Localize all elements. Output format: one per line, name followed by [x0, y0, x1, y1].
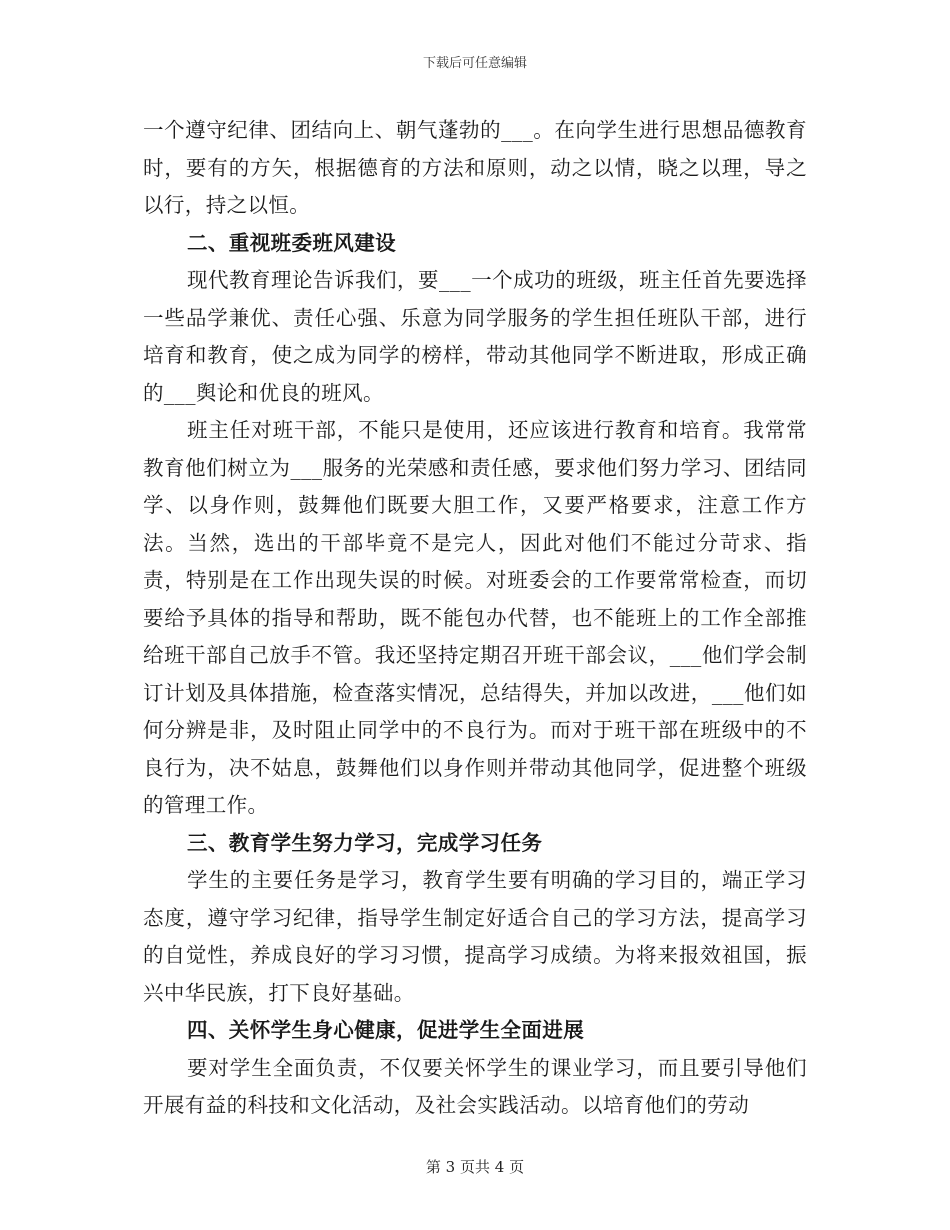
section-heading-4: 四、关怀学生身心健康，促进学生全面进展 — [187, 1018, 585, 1042]
section-heading-3: 三、教育学生努力学习，完成学习任务 — [187, 830, 543, 855]
page-footer: 第 3 页共 4 页 — [425, 1158, 525, 1176]
document-body — [143, 112, 807, 1125]
paragraph-health: 要对学生全面负责，不仅要关怀学生的课业学习，而且要引导他们开展有益的科技和文化活动，及社会实践活动。以培育他们的劳动 — [143, 1055, 807, 1117]
paragraph-cadre-training: 班主任对班干部，不能只是使用，还应该进行教育和培育。我常常教育他们树立为___服务的光荣感和责任感，要求他们努力学习、团结同学、以身作则，鼓舞他们既要大胆工作，又要严格要求，注意工作方法。当然，选出的干部毕竟不是完人，因此对他们不能过分苛求、指责，特别是在工作出现失误的时候。对班委会的工作要常常检查，而切要给予具体的指导和帮助，既不能包办代替，也不能班上的工作全部推给班干部自己放手不管。我还坚持定期召开班干部会议，___他们学会制订计划及具体措施，检查落实情况，总结得失，并加以改进，___他们如何分辨是非，及时阻止同学中的不良行为。而对于班干部在班级中的不良行为，决不姑息，鼓舞他们以身作则并带动其他同学，促进整个班级的管理工作。 — [143, 418, 807, 817]
page-header: 下载后可任意编辑 — [422, 56, 527, 71]
paragraph-class-committee: 现代教育理论告诉我们，要___一个成功的班级，班主任首先要选择一些品学兼优、责任心强、乐意为同学服务的学生担任班队干部，进行培育和教育，使之成为同学的榜样，带动其他同学不断进取，形成正确的___舆论和优良的班风。 — [143, 268, 807, 405]
paragraph-study: 学生的主要任务是学习，教育学生要有明确的学习目的，端正学习态度，遵守学习纪律，指导学生制定好适合自己的学习方法，提高学习的自觉性，养成良好的学习习惯，提高学习成绩。为将来报效祖国，振兴中华民族，打下良好基础。 — [143, 868, 807, 1005]
paragraph-continuation: 一个遵守纪律、团结向上、朝气蓬勃的___。在向学生进行思想品德教育时，要有的方矢，根据德育的方法和原则，动之以情，晓之以理，导之以行，持之以恒。 — [143, 118, 807, 217]
section-heading-2: 二、重视班委班风建设 — [187, 230, 396, 255]
